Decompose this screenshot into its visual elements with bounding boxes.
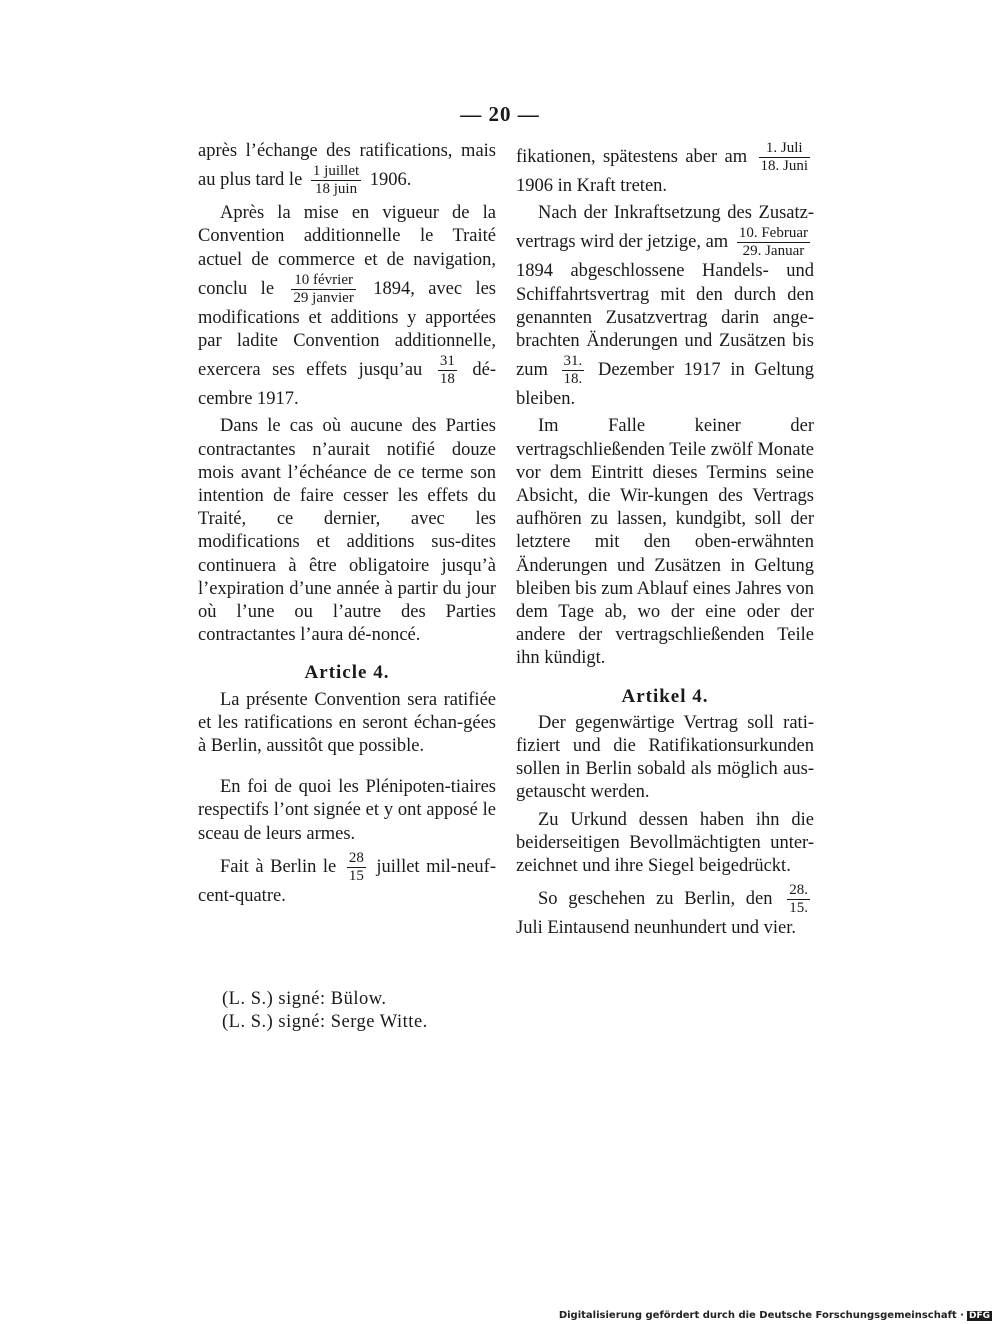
fr-date-fraction <box>347 850 366 885</box>
fr-p2-text-c: dé-cembre 1917. <box>198 359 497 410</box>
fr-p1-text: après l’échange des ratifications, mais au plus tard le <box>198 141 496 190</box>
fr-frac-numerator: 31 <box>439 353 455 370</box>
fr-p6-text-a: Fait à Berlin le <box>220 856 337 877</box>
de-frac-denominator: 29. Januar <box>742 243 805 260</box>
fr-frac-denominator: 18 <box>439 371 455 388</box>
signature-block <box>222 988 428 1034</box>
fr-frac-numerator: 28 <box>348 849 364 866</box>
de-frac-denominator: 15. <box>789 900 809 917</box>
de-p1-text: fikationen, spätestens aber am <box>516 146 748 167</box>
fr-p1-year: 1906. <box>369 169 412 190</box>
fr-article-heading: Article 4. <box>304 662 390 684</box>
german-column <box>516 140 814 944</box>
fr-paragraph-2 <box>198 202 496 411</box>
fr-date-fraction <box>438 353 457 388</box>
de-p1-year: 1906 in Kraft treten. <box>516 176 668 196</box>
fr-p2-text-b: 1894, avec les modifications et additions y apportées par ladite Convention additionnelle, exercera ses effets jusqu’au <box>198 278 497 380</box>
digitization-footer <box>559 1310 992 1321</box>
fr-frac-numerator: 10 février <box>291 272 355 290</box>
page-number: — 20 — <box>460 102 540 126</box>
french-column <box>198 140 496 912</box>
de-date-fraction <box>562 353 585 388</box>
fr-frac-denominator: 29 janvier <box>293 289 354 306</box>
fr-paragraph-5: En foi de quoi les Plénipoten-tiaires respectifs l’ont signée et y ont apposé le sceau de leurs armes. <box>198 777 496 844</box>
de-date-fraction <box>787 882 810 917</box>
de-p6-text-b: Juli Eintausend neunhundert und vier. <box>516 918 797 939</box>
de-p2-text-c: Dezember 1917 in Geltung bleiben. <box>516 359 815 410</box>
de-paragraph-6 <box>516 882 814 940</box>
de-date-fraction <box>737 225 810 260</box>
signature-line: (L. S.) signé: Bülow. <box>222 989 387 1009</box>
de-paragraph-1 <box>516 140 814 198</box>
footer-text: Digitalisierung gefördert durch die Deutsche Forschungsgemeinschaft · <box>558 1310 964 1321</box>
de-frac-denominator: 18. <box>563 371 583 388</box>
de-p2-text-a: Nach der Inkraftsetzung des Zusatz-vertrags wird der jetzige, am <box>516 203 814 253</box>
de-paragraph-4: Der gegenwärtige Vertrag soll rati-fiziert und die Ratifikationsurkunden sollen in Berlin sobald als möglich aus-getauscht werden. <box>516 712 814 803</box>
signature-line: (L. S.) signé: Serge Witte. <box>222 1012 428 1032</box>
fr-frac-denominator: 18 juin <box>315 181 358 198</box>
de-frac-numerator: 1. Juli <box>759 140 811 158</box>
de-frac-denominator: 18. Juni <box>760 158 809 174</box>
de-paragraph-3: Im Falle keiner der vertragschließenden Teile zwölf Monate vor dem Eintritt dieses Termins seine Absicht, die Wir-kungen des Vertrags aufhören zu lassen, kundgibt, soll der letztere mit den oben-erwähnten Änderungen und Zusätzen in Geltung bleiben bis zum Ablauf eines Jahres von dem Tage ab, wo der eine oder der andere der vertragschließenden Teile ihn kündigt. <box>516 416 814 669</box>
fr-frac-numerator: 1 juillet <box>312 163 360 180</box>
fr-date-fraction <box>291 272 355 307</box>
fr-p2-text-a: Après la mise en vigueur de la Convention additionnelle le Traité actuel de commerce et de navigation, conclu le <box>198 203 496 299</box>
fr-paragraph-6 <box>198 850 496 908</box>
de-article-heading: Artikel 4. <box>621 685 709 707</box>
de-p2-text-b: 1894 abgeschlossene Handels- und Schiffahrtsvertrag mit den durch den genannten Zusatzvertrag darin ange-brachten Änderungen und Zusätzen bis zum <box>516 261 814 380</box>
de-date-fraction <box>759 140 811 175</box>
fr-paragraph-4: La présente Convention sera ratifiée et les ratifications en seront échan-gées à Berlin, aussitôt que possible. <box>198 689 496 757</box>
de-paragraph-5: Zu Urkund dessen haben ihn die beiderseitigen Bevollmächtigten unter-zeichnet und ihre Siegel beigedrückt. <box>516 809 814 877</box>
de-frac-numerator: 28. <box>789 882 809 899</box>
fr-date-fraction <box>311 163 361 198</box>
de-p6-text-a: So geschehen zu Berlin, den <box>538 889 773 910</box>
fr-p6-text-b: juillet mil-neuf-cent-quatre. <box>198 856 496 906</box>
dfg-logo: DFG <box>968 1311 990 1321</box>
fr-frac-denominator: 15 <box>348 867 364 884</box>
fr-paragraph-1 <box>198 140 496 198</box>
de-frac-numerator: 10. Februar <box>738 225 808 242</box>
de-paragraph-2 <box>516 202 814 411</box>
de-frac-numerator: 31. <box>563 353 583 370</box>
fr-paragraph-3: Dans le cas où aucune des Parties contractantes n’aurait notifié douze mois avant l’échéance de ce terme son intention de faire cesser les effets du Traité, ce dernier, avec les modifications et additions sus-dites continuera à être obligatoire jusqu’à l’expiration d’une année à partir du jour où l’une ou l’autre des Parties contractantes l’aura dé-noncé. <box>198 416 496 646</box>
